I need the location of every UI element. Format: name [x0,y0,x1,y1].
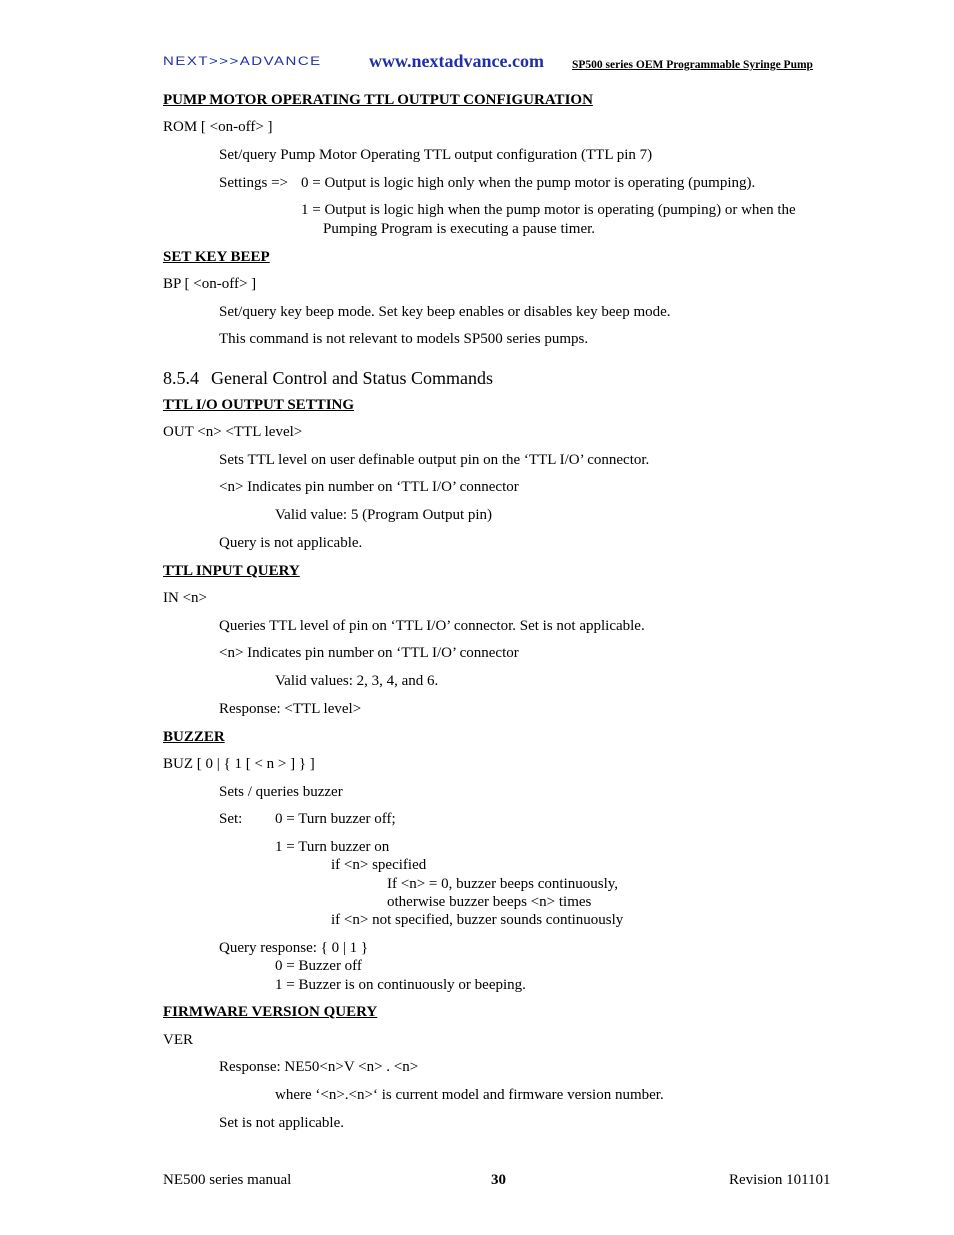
footer-manual-name: NE500 series manual [163,1172,292,1188]
in-response: Response: <TTL level> [219,701,362,717]
buzzer-otherwise: otherwise buzzer beeps <n> times [387,894,592,910]
rom-setting-1-line2: Pumping Program is executing a pause timer. [323,221,596,237]
ver-where: where ‘<n>.<n>‘ is current model and firmware version number. [275,1087,664,1103]
buzzer-set-label: Set: [219,811,243,827]
buzzer-response-0: 0 = Buzzer off [275,958,362,974]
beep-description: Set/query key beep mode. Set key beep enables or disables key beep mode. [219,304,671,320]
rom-setting-1-line1: 1 = Output is logic high when the pump motor is operating (pumping) or when the [301,202,796,218]
footer-revision: Revision 101101 [729,1172,831,1188]
rom-heading: PUMP MOTOR OPERATING TTL OUTPUT CONFIGURATION [163,92,593,108]
page-number: 30 [491,1172,506,1188]
in-description: Queries TTL level of pin on ‘TTL I/O’ connector. Set is not applicable. [219,618,645,634]
out-n-description: <n> Indicates pin number on ‘TTL I/O’ connector [219,479,519,495]
buzzer-set-1: 1 = Turn buzzer on [275,839,390,855]
buzzer-set-0: 0 = Turn buzzer off; [275,811,396,827]
buzzer-syntax: BUZ [ 0 | { 1 [ < n > ] } ] [163,756,315,772]
in-heading: TTL INPUT QUERY [163,563,300,579]
website-url[interactable]: www.nextadvance.com [369,51,544,71]
out-query-note: Query is not applicable. [219,535,363,551]
section-number: 8.5.4 [163,368,199,388]
out-heading: TTL I/O OUTPUT SETTING [163,397,355,413]
beep-note: This command is not relevant to models SP500 series pumps. [219,331,589,347]
ver-response: Response: NE50<n>V <n> . <n> [219,1059,419,1075]
rom-setting-0: 0 = Output is logic high only when the pump motor is operating (pumping). [301,175,756,191]
ver-syntax: VER [163,1032,193,1048]
out-description: Sets TTL level on user definable output pin on the ‘TTL I/O’ connector. [219,452,650,468]
rom-settings-label: Settings => [219,175,289,191]
out-valid-value: Valid value: 5 (Program Output pin) [275,507,493,523]
out-syntax: OUT <n> <TTL level> [163,424,303,440]
buzzer-if-n: if <n> specified [331,857,427,873]
rom-syntax: ROM [ <on-off> ] [163,119,273,135]
buzzer-description: Sets / queries buzzer [219,784,343,800]
buzzer-if-not: if <n> not specified, buzzer sounds continuously [331,912,624,928]
buzzer-heading: BUZZER [163,729,225,745]
buzzer-response-1: 1 = Buzzer is on continuously or beeping. [275,977,526,993]
buzzer-if-n-zero: If <n> = 0, buzzer beeps continuously, [387,876,619,892]
section-title: General Control and Status Commands [211,368,493,388]
buzzer-query-response: Query response: { 0 | 1 } [219,940,369,956]
in-n-description: <n> Indicates pin number on ‘TTL I/O’ connector [219,645,519,661]
in-valid-values: Valid values: 2, 3, 4, and 6. [275,673,439,689]
beep-heading: SET KEY BEEP [163,249,270,265]
ver-heading: FIRMWARE VERSION QUERY [163,1004,378,1020]
brand-logo: NEXT>>>ADVANCE [163,54,322,69]
ver-set-note: Set is not applicable. [219,1115,344,1131]
document-title: SP500 series OEM Programmable Syringe Pump [572,59,813,71]
rom-description: Set/query Pump Motor Operating TTL output configuration (TTL pin 7) [219,147,653,163]
in-syntax: IN <n> [163,590,207,606]
beep-syntax: BP [ <on-off> ] [163,276,257,292]
